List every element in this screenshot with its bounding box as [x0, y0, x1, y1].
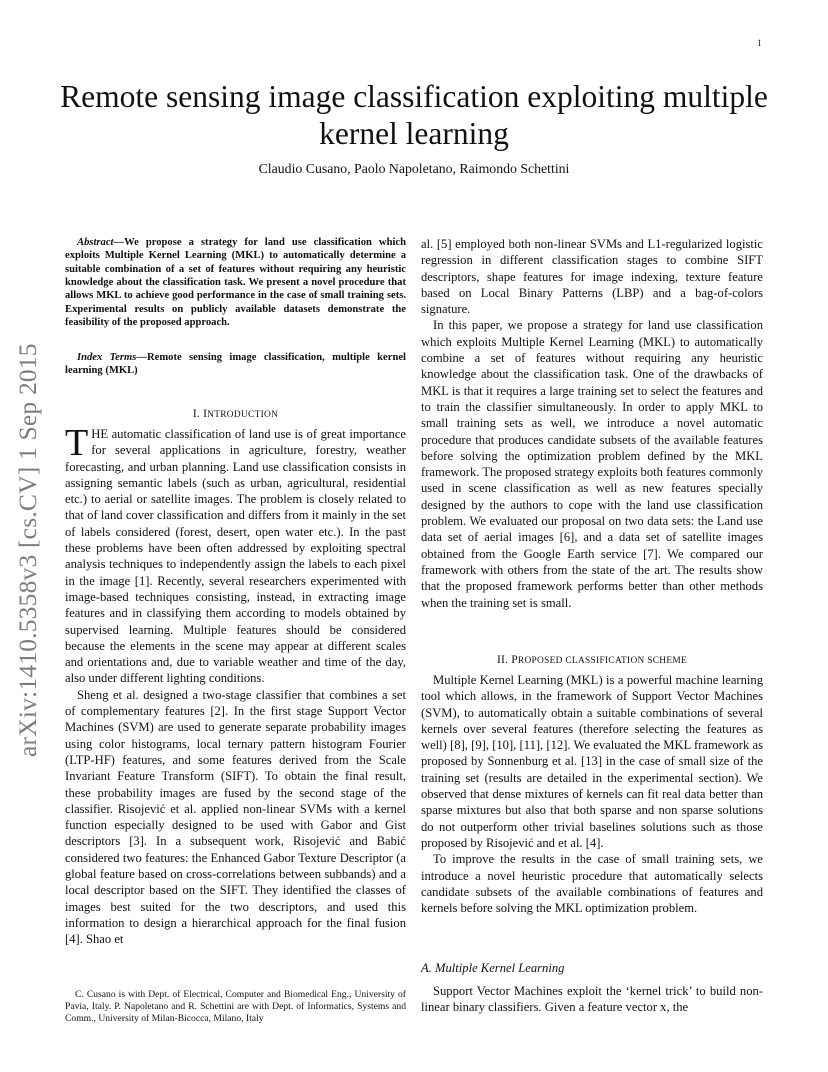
abstract-label: Abstract	[77, 237, 114, 248]
footnote	[65, 989, 406, 1025]
arxiv-identifier: arXiv:1410.5358v3 [cs.CV] 1 Sep 2015	[13, 343, 42, 757]
mkl-body	[421, 983, 763, 1016]
authors: Claudio Cusano, Paolo Napoletano, Raimondo Schettini	[258, 161, 570, 176]
right-column-intro	[421, 236, 763, 611]
section-heading-first: P	[511, 653, 518, 666]
introduction-body	[65, 422, 406, 948]
abstract-text: —We propose a strategy for land use classification which exploits Multiple Kernel Learning (MKL) to automatically determine a suitable combination of a set of features without requiring any heuristic knowledge about the classification task. We present a novel procedure that allows MKL to achieve good performance in the case of small training sets. Experimental results on publicly available datasets demonstrate the feasibility of the proposed approach.	[65, 237, 406, 329]
subsection-heading-mkl: A. Multiple Kernel Learning	[421, 961, 565, 975]
page-number: 1	[757, 38, 762, 48]
section-heading-rest: ROPOSED CLASSIFICATION SCHEME	[517, 656, 688, 666]
section-number: II.	[496, 653, 512, 666]
footnote-text: C. Cusano is with Dept. of Electrical, Computer and Biomedical Eng., University of Pavia, Italy. P. Napoletano and R. Schettini are with Dept. of Informatics, Systems and Comm., University of Milan-Bicocca, Milano, Italy	[65, 989, 406, 1025]
mkl-paragraph-1: Support Vector Machines exploit the ‘kernel trick’ to build non-linear binary classifiers. Given a feature vector x, the	[421, 984, 763, 1015]
section-number: I.	[192, 407, 204, 420]
intro-paragraph-1: HE automatic classification of land use is of great importance for several applications in agriculture, forestry, weather forecasting, and urban planning. Land use classification consists in assigning semantic labels (such as urban, agricultural, residential etc.) to aerial or satellite images. The problem is closely related to that of land cover classification and differs from it mainly in the set of labels considered (forest, desert, open water etc.). In the past these problems have been often addressed by exploiting spectral analysis techniques to independently assign the labels to each pixel in the image [1]. Recently, several researchers experimented with image-based techniques consisting, instead, in extracting image features and in classifying them according to models obtained by supervised learning. Multiple features should be considered because the elements in the scene may appear at different scales and orientations and, due to variable weather and time of the day, also under different lighting conditions.	[65, 427, 406, 686]
index-terms	[65, 351, 406, 378]
section2-paragraph-2: To improve the results in the case of small training sets, we introduce a novel heuristic procedure that automatically selects candidate subsets of the available combinations of features and kernels before solving the MKL optimization problem.	[421, 852, 763, 916]
section2-paragraph-1: Multiple Kernel Learning (MKL) is a powerful machine learning tool which allows, in the framework of Support Vector Machines (SVM), to automatically obtain a suitable combinations of several kernels over several features (therefore selecting the features as well) [8], [9], [10], [11], [12]. We evaluated the MKL framework as proposed by Sonnenburg et al. [13] in the case of small size of the training set (results are detailed in the experimental section). We observed that dense mixtures of kernels can fit real data better than sparse mixtures but also that both sparse and non sparse solutions do not outperform other trivial baselines solutions such as those proposed by Risojević and et al. [4].	[421, 673, 763, 850]
arxiv-sidebar	[14, 297, 42, 757]
section-heading-proposed-scheme	[421, 652, 763, 669]
index-terms-label: Index Terms	[77, 352, 137, 363]
paper-title: Remote sensing image classification exploiting multiple kernel learning	[60, 79, 768, 151]
section-heading-rest: NTRODUCTION	[207, 410, 279, 420]
index-terms-text: —Remote sensing image classification, multiple kernel learning (MKL)	[65, 352, 406, 377]
intro-paragraph-4: In this paper, we propose a strategy for land use classification which exploits Multiple Kernel Learning (MKL) to automatically combine a set of features without requiring any heuristic knowledge about the classification task. One of the drawbacks of MKL is that it requires a large training set to select the features and to train the classifier simultaneously. In order to apply MKL to small training sets as well, we introduce a novel automatic procedure that produces candidate subsets of the available features before solving the optimization problem defined by the MKL framework. The proposed strategy exploits both features commonly used in scene classification as well as new features specially designed by the authors to cope with the land use classification problem. We evaluated our proposal on two data sets: the Land use data set of aerial images [6], and a data set of satellite images obtained from the Google Earth service [7]. We compared our framework with others from the state of the art. The results show that the proposed framework performs better than other methods when the training set is small.	[421, 318, 763, 610]
abstract	[65, 236, 406, 329]
section-heading-first: I	[203, 407, 208, 420]
section-heading-introduction	[65, 406, 406, 423]
section2-body	[421, 672, 763, 916]
intro-paragraph-3: al. [5] employed both non-linear SVMs and L1-regularized logistic regression in different classification stages to combine SIFT descriptors, shape features for image indexing, texture feature based on Local Binary Patterns (LBP) and a bag-of-colors signature.	[421, 237, 763, 317]
dropcap: T	[65, 422, 89, 464]
intro-paragraph-2: Sheng et al. designed a two-stage classifier that combines a set of complementary features [2]. In the first stage Support Vector Machines (SVM) are used to generate separate probability images using color histograms, local ternary pattern histogram Fourier (LTP-HF) features, and some features derived from the Scale Invariant Feature Transform (SIFT). To obtain the final result, these probability images are fused by the second stage of the classifier. Risojević et al. applied non-linear SVMs with a kernel function especially designed to be used with Gabor and Gist descriptors [3]. In a subsequent work, Risojević and Babić considered two features: the Enhanced Gabor Texture Descriptor (a global feature based on cross-correlations between subbands) and a local descriptor based on the SIFT. They identified the classes of images best suited for the two descriptors, and used this information to design a hierarchical approach for the final fusion [4]. Shao et	[65, 687, 406, 947]
